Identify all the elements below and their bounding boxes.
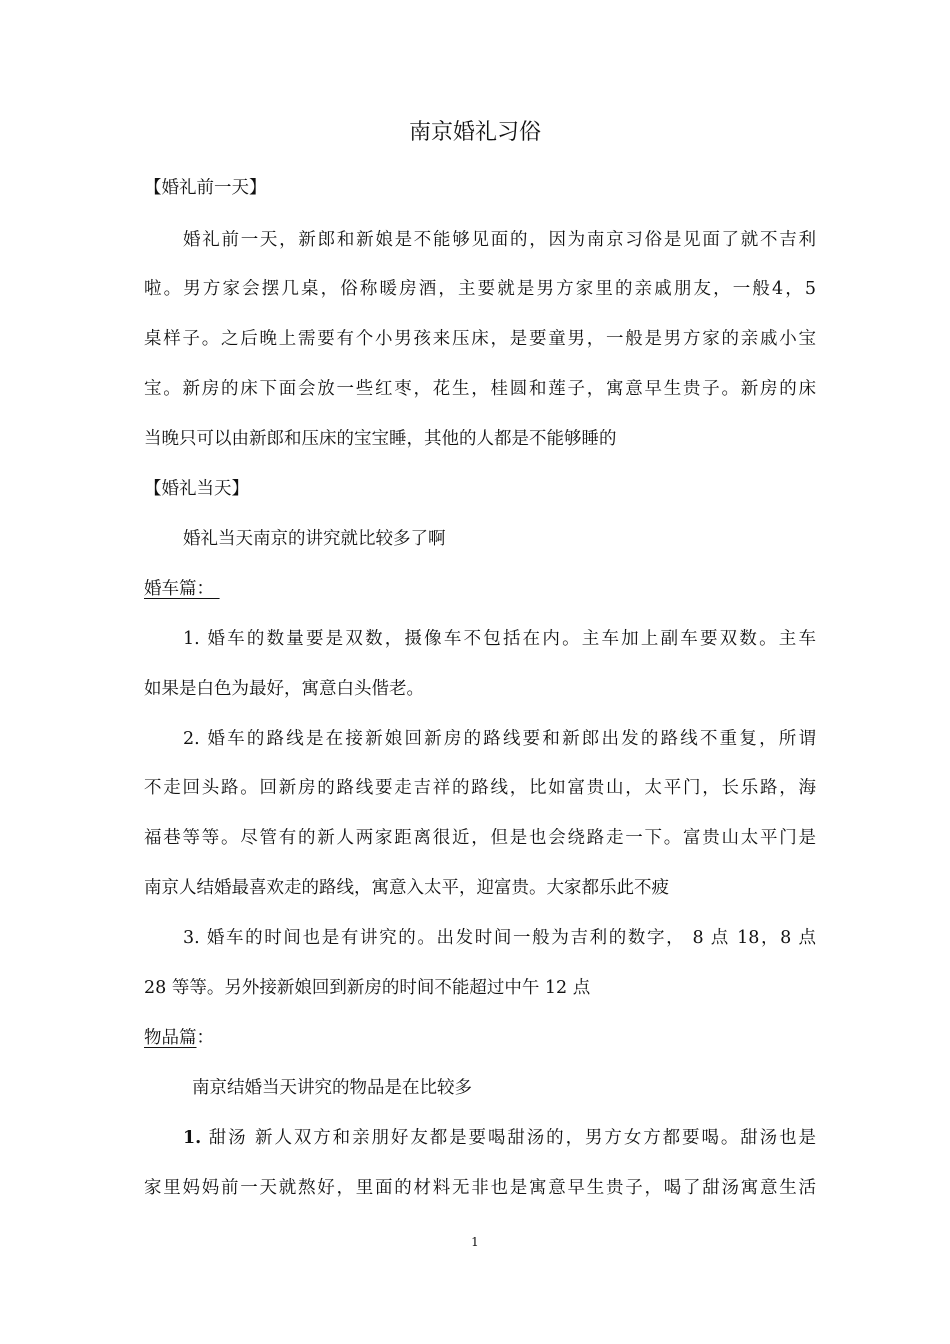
list-item-number: 1.	[183, 1128, 202, 1148]
list-item-line: 家里妈妈前一天就熬好，里面的材料无非也是寓意早生贵子，喝了甜汤寓意生活	[144, 1178, 816, 1198]
list-item-line: 如果是白色为最好，寓意白头偕老。	[144, 679, 424, 699]
list-item-line: 福巷等等。尽管有的新人两家距离很近，但是也会绕路走一下。富贵山太平门是	[144, 828, 816, 848]
list-item-line: 3. 婚车的时间也是有讲究的。出发时间一般为吉利的数字， 8 点 18，8 点	[183, 928, 816, 948]
list-item-line: 南京人结婚最喜欢走的路线，寓意入太平，迎富贵。大家都乐此不疲	[144, 878, 669, 898]
paragraph-line: 宝。新房的床下面会放一些红枣，花生，桂圆和莲子，寓意早生贵子。新房的床	[144, 379, 816, 399]
page-number: 1	[471, 1235, 479, 1249]
paragraph-line: 婚礼当天南京的讲究就比较多了啊	[183, 529, 446, 549]
subheading-wedding-car-text: 婚车篇：	[144, 579, 214, 599]
paragraph-line: 当晚只可以由新郎和压床的宝宝睡，其他的人都是不能够睡的	[144, 429, 617, 449]
paragraph-line: 婚礼前一天，新郎和新娘是不能够见面的，因为南京习俗是见面了就不吉利	[183, 230, 816, 250]
subheading-wedding-car	[144, 576, 816, 602]
subheading-goods-text: 物品篇	[144, 1028, 197, 1048]
subheading-goods-colon: ：	[196, 1028, 214, 1048]
paragraph-line: 南京结婚当天讲究的物品是在比较多	[192, 1078, 472, 1098]
list-item-line: 28 等等。另外接新娘回到新房的时间不能超过中午 12 点	[144, 978, 591, 998]
list-item-line: 1. 婚车的数量要是双数，摄像车不包括在内。主车加上副车要双数。主车	[183, 629, 816, 649]
paragraph-line: 桌样子。之后晚上需要有个小男孩来压床，是要童男，一般是男方家的亲戚小宝	[144, 329, 816, 349]
document-title: 南京婚礼习俗	[408, 120, 541, 145]
paragraph-line: 啦。男方家会摆几桌，俗称暖房酒，主要就是男方家里的亲戚朋友，一般4，5	[144, 279, 816, 299]
section-heading-before-wedding: 【婚礼前一天】	[144, 178, 267, 198]
list-item-text: 甜汤 新人双方和亲朋好友都是要喝甜汤的，男方女方都要喝。甜汤也是	[201, 1128, 816, 1148]
list-item-line: 不走回头路。回新房的路线要走吉祥的路线，比如富贵山，太平门，长乐路，海	[144, 778, 816, 798]
list-item-line: 2. 婚车的路线是在接新娘回新房的路线要和新郎出发的路线不重复，所谓	[183, 729, 816, 749]
section-heading-wedding-day: 【婚礼当天】	[144, 479, 249, 499]
list-item-line	[183, 1125, 816, 1151]
subheading-goods	[144, 1025, 816, 1051]
